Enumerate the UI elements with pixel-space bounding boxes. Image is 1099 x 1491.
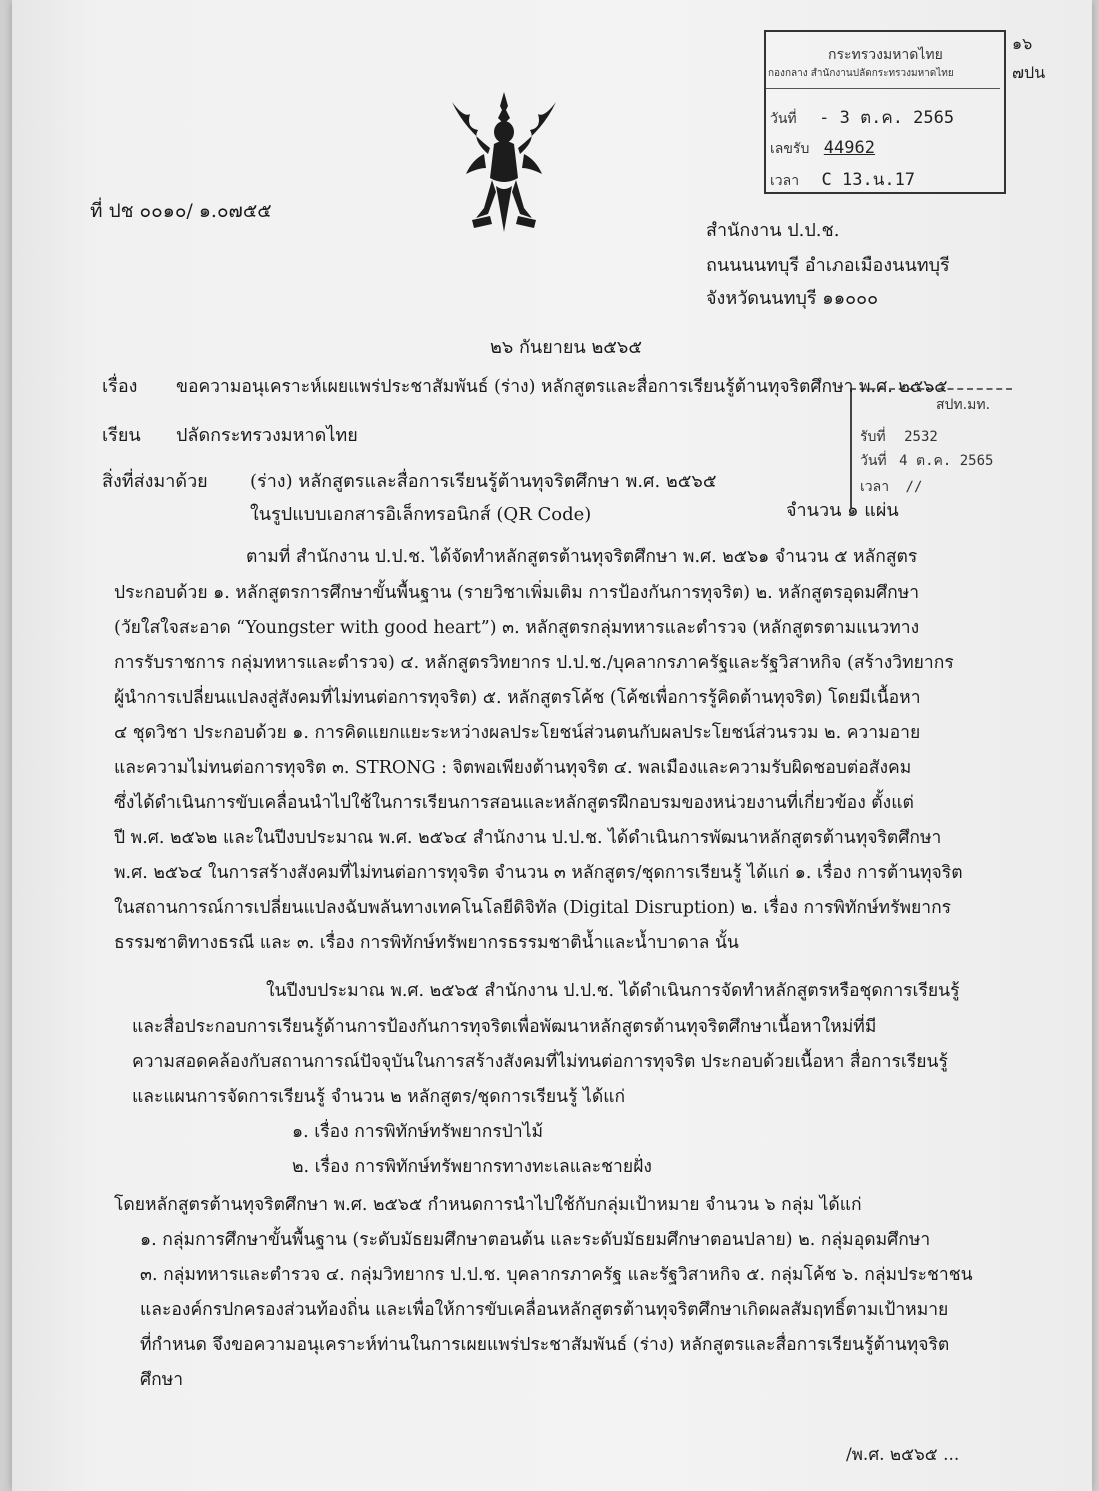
body-line: ธรรมชาติทางธรณี และ ๓. เรื่อง การพิทักษ์ทรัพยากรธรรมชาติน้ำและน้ำบาดาล นั้น <box>114 933 739 953</box>
body-line: และความไม่ทนต่อการทุจริต ๓. STRONG : จิตพอเพียงต้านทุจริต ๔. พลเมืองและความรับผิดชอบต่อสังคม <box>114 758 912 778</box>
stamp-org: กระทรวงมหาดไทย <box>828 47 943 63</box>
body-line: ปี พ.ศ. ๒๕๖๒ และในปีงบประมาณ พ.ศ. ๒๕๖๔ สำนักงาน ป.ป.ช. ได้ดำเนินการพัฒนาหลักสูตรต้านทุจริตศึกษา <box>114 828 942 848</box>
body-line: ความสอดคล้องกับสถานการณ์ปัจจุบันในการสร้างสังคมที่ไม่ทนต่อการทุจริต ประกอบด้วยเนื้อหา สื่อการเรียนรู้ <box>132 1052 948 1072</box>
body-line: โดยหลักสูตรต้านทุจริตศึกษา พ.ศ. ๒๕๖๕ กำหนดการนำไปใช้กับกลุ่มเป้าหมาย จำนวน ๖ กลุ่ม ได้แก่ <box>114 1195 862 1215</box>
body-line: (วัยใสใจสะอาด “Youngster with good heart”) ๓. หลักสูตรกลุ่มทหารและตำรวจ (หลักสูตรตามแนวทาง <box>114 618 920 638</box>
secondary-stamp: สปท.มท. รับที่ 2532 วันที่ 4 ต.ค. 2565 เวลา ∕∕ <box>850 388 1012 508</box>
letter-page <box>12 0 1092 1491</box>
continuation-marker: /พ.ศ. ๒๕๖๕ ... <box>846 1445 960 1465</box>
stamp-divider <box>766 88 1000 89</box>
garuda-emblem-icon <box>444 88 564 238</box>
list-item: ๒. เรื่อง การพิทักษ์ทรัพยากรทางทะเลและชายฝั่ง <box>292 1157 652 1177</box>
sender-address-line1: ถนนนนทบุรี อำเภอเมืองนนทบุรี <box>706 255 950 276</box>
body-line: ในสถานการณ์การเปลี่ยนแปลงฉับพลันทางเทคโนโลยีดิจิทัล (Digital Disruption) ๒. เรื่อง การพิทักษ์ทรัพยากร <box>114 898 952 918</box>
stamp2-time-row: เวลา ∕∕ <box>860 479 923 495</box>
enclosure-line2: ในรูปแบบเอกสารอิเล็กทรอนิกส์ (QR Code) <box>250 504 592 525</box>
body-line: ศึกษา <box>140 1370 184 1390</box>
stamp-date-row: วันที่ - 3 ต.ค. 2565 <box>770 108 955 128</box>
sender-office: สำนักงาน ป.ป.ช. <box>706 220 840 241</box>
to-label: เรียน <box>102 425 141 446</box>
stamp2-number-row: รับที่ 2532 <box>860 429 938 445</box>
stamp-sub-org: กองกลาง สำนักงานปลัดกระทรวงมหาดไทย <box>768 68 954 79</box>
subject-text: ขอความอนุเคราะห์เผยแพร่ประชาสัมพันธ์ (ร่าง) หลักสูตรและสื่อการเรียนรู้ต้านทุจริตศึกษา พ.ศ. ๒๕๖๕ <box>176 377 948 397</box>
reference-number: ที่ ปช ๐๐๑๐/ ๑.๐๗๕๕ <box>90 200 272 222</box>
body-line: การรับราชการ กลุ่มทหารและตำรวจ) ๔. หลักสูตรวิทยากร ป.ป.ช./บุคลากรภาครัฐและรัฐวิสาหกิจ (สร้างวิทยากร <box>114 653 954 673</box>
list-item: ๑. เรื่อง การพิทักษ์ทรัพยากรป่าไม้ <box>292 1122 544 1142</box>
body-line: และองค์กรปกครองส่วนท้องถิ่น และเพื่อให้การขับเคลื่อนหลักสูตรต้านทุจริตศึกษาเกิดผลสัมฤทธิ์ตามเป้าหมาย <box>140 1300 949 1320</box>
received-stamp <box>764 30 1006 194</box>
enclosure-label: สิ่งที่ส่งมาด้วย <box>102 471 208 492</box>
corner-handwritten-note: ๑๖ ๗ปน <box>1012 34 1046 82</box>
enclosure-count: จำนวน ๑ แผ่น <box>786 500 899 521</box>
body-line: ซึ่งได้ดำเนินการขับเคลื่อนนำไปใช้ในการเรียนการสอนและหลักสูตรฝึกอบรมของหน่วยงานที่เกี่ยวข้อง ตั้งแต่ <box>114 793 914 813</box>
letter-date: ๒๖ กันยายน ๒๕๖๕ <box>490 337 642 358</box>
stamp2-date-row: วันที่ 4 ต.ค. 2565 <box>860 453 994 469</box>
body-line: ตามที่ สำนักงาน ป.ป.ช. ได้จัดทำหลักสูตรต้านทุจริตศึกษา พ.ศ. ๒๕๖๑ จำนวน ๕ หลักสูตร <box>246 547 918 567</box>
body-line: ประกอบด้วย ๑. หลักสูตรการศึกษาขั้นพื้นฐาน (รายวิชาเพิ่มเติม การป้องกันการทุจริต) ๒. หลักสูตรอุดมศึกษา <box>114 583 920 603</box>
body-line: และแผนการจัดการเรียนรู้ จำนวน ๒ หลักสูตร/ชุดการเรียนรู้ ได้แก่ <box>132 1087 626 1107</box>
to-text: ปลัดกระทรวงมหาดไทย <box>176 425 358 446</box>
sender-address-line2: จังหวัดนนทบุรี ๑๑๐๐๐ <box>706 288 879 309</box>
body-line: ผู้นำการเปลี่ยนแปลงสู่สังคมที่ไม่ทนต่อการทุจริต) ๕. หลักสูตรโค้ช (โค้ชเพื่อการรู้คิดต้านทุจริต) โดยมีเนื้อหา <box>114 688 921 708</box>
body-line: ๑. กลุ่มการศึกษาขั้นพื้นฐาน (ระดับมัธยมศึกษาตอนต้น และระดับมัธยมศึกษาตอนปลาย) ๒. กลุ่มอุดมศึกษา <box>140 1230 931 1250</box>
body-line: ในปีงบประมาณ พ.ศ. ๒๕๖๕ สำนักงาน ป.ป.ช. ได้ดำเนินการจัดทำหลักสูตรหรือชุดการเรียนรู้ <box>266 981 960 1001</box>
body-line: พ.ศ. ๒๕๖๔ ในการสร้างสังคมที่ไม่ทนต่อการทุจริต จำนวน ๓ หลักสูตร/ชุดการเรียนรู้ ได้แก่ ๑. เรื่อง การต้านทุจริต <box>114 863 963 883</box>
subject-label: เรื่อง <box>102 376 138 397</box>
enclosure-line1: (ร่าง) หลักสูตรและสื่อการเรียนรู้ต้านทุจริตศึกษา พ.ศ. ๒๕๖๕ <box>250 471 717 492</box>
stamp-number-row: เลขรับ 44962 <box>770 138 875 158</box>
body-line: และสื่อประกอบการเรียนรู้ด้านการป้องกันการทุจริตเพื่อพัฒนาหลักสูตรต้านทุจริตศึกษาเนื้อหาใหม่ที่มี <box>132 1017 877 1037</box>
body-line: ที่กำหนด จึงขอความอนุเคราะห์ท่านในการเผยแพร่ประชาสัมพันธ์ (ร่าง) หลักสูตรและสื่อการเรียนรู้ต้านทุจริต <box>140 1335 950 1355</box>
body-line: ๓. กลุ่มทหารและตำรวจ ๔. กลุ่มวิทยากร ป.ป.ช. บุคลากรภาครัฐ และรัฐวิสาหกิจ ๕. กลุ่มโค้ช ๖. กลุ่มประชาชน <box>140 1265 973 1285</box>
stamp-time-row: เวลา C 13.น.17 <box>770 170 916 190</box>
body-line: ๔ ชุดวิชา ประกอบด้วย ๑. การคิดแยกแยะระหว่างผลประโยชน์ส่วนตนกับผลประโยชน์ส่วนรวม ๒. ความอาย <box>114 723 921 743</box>
